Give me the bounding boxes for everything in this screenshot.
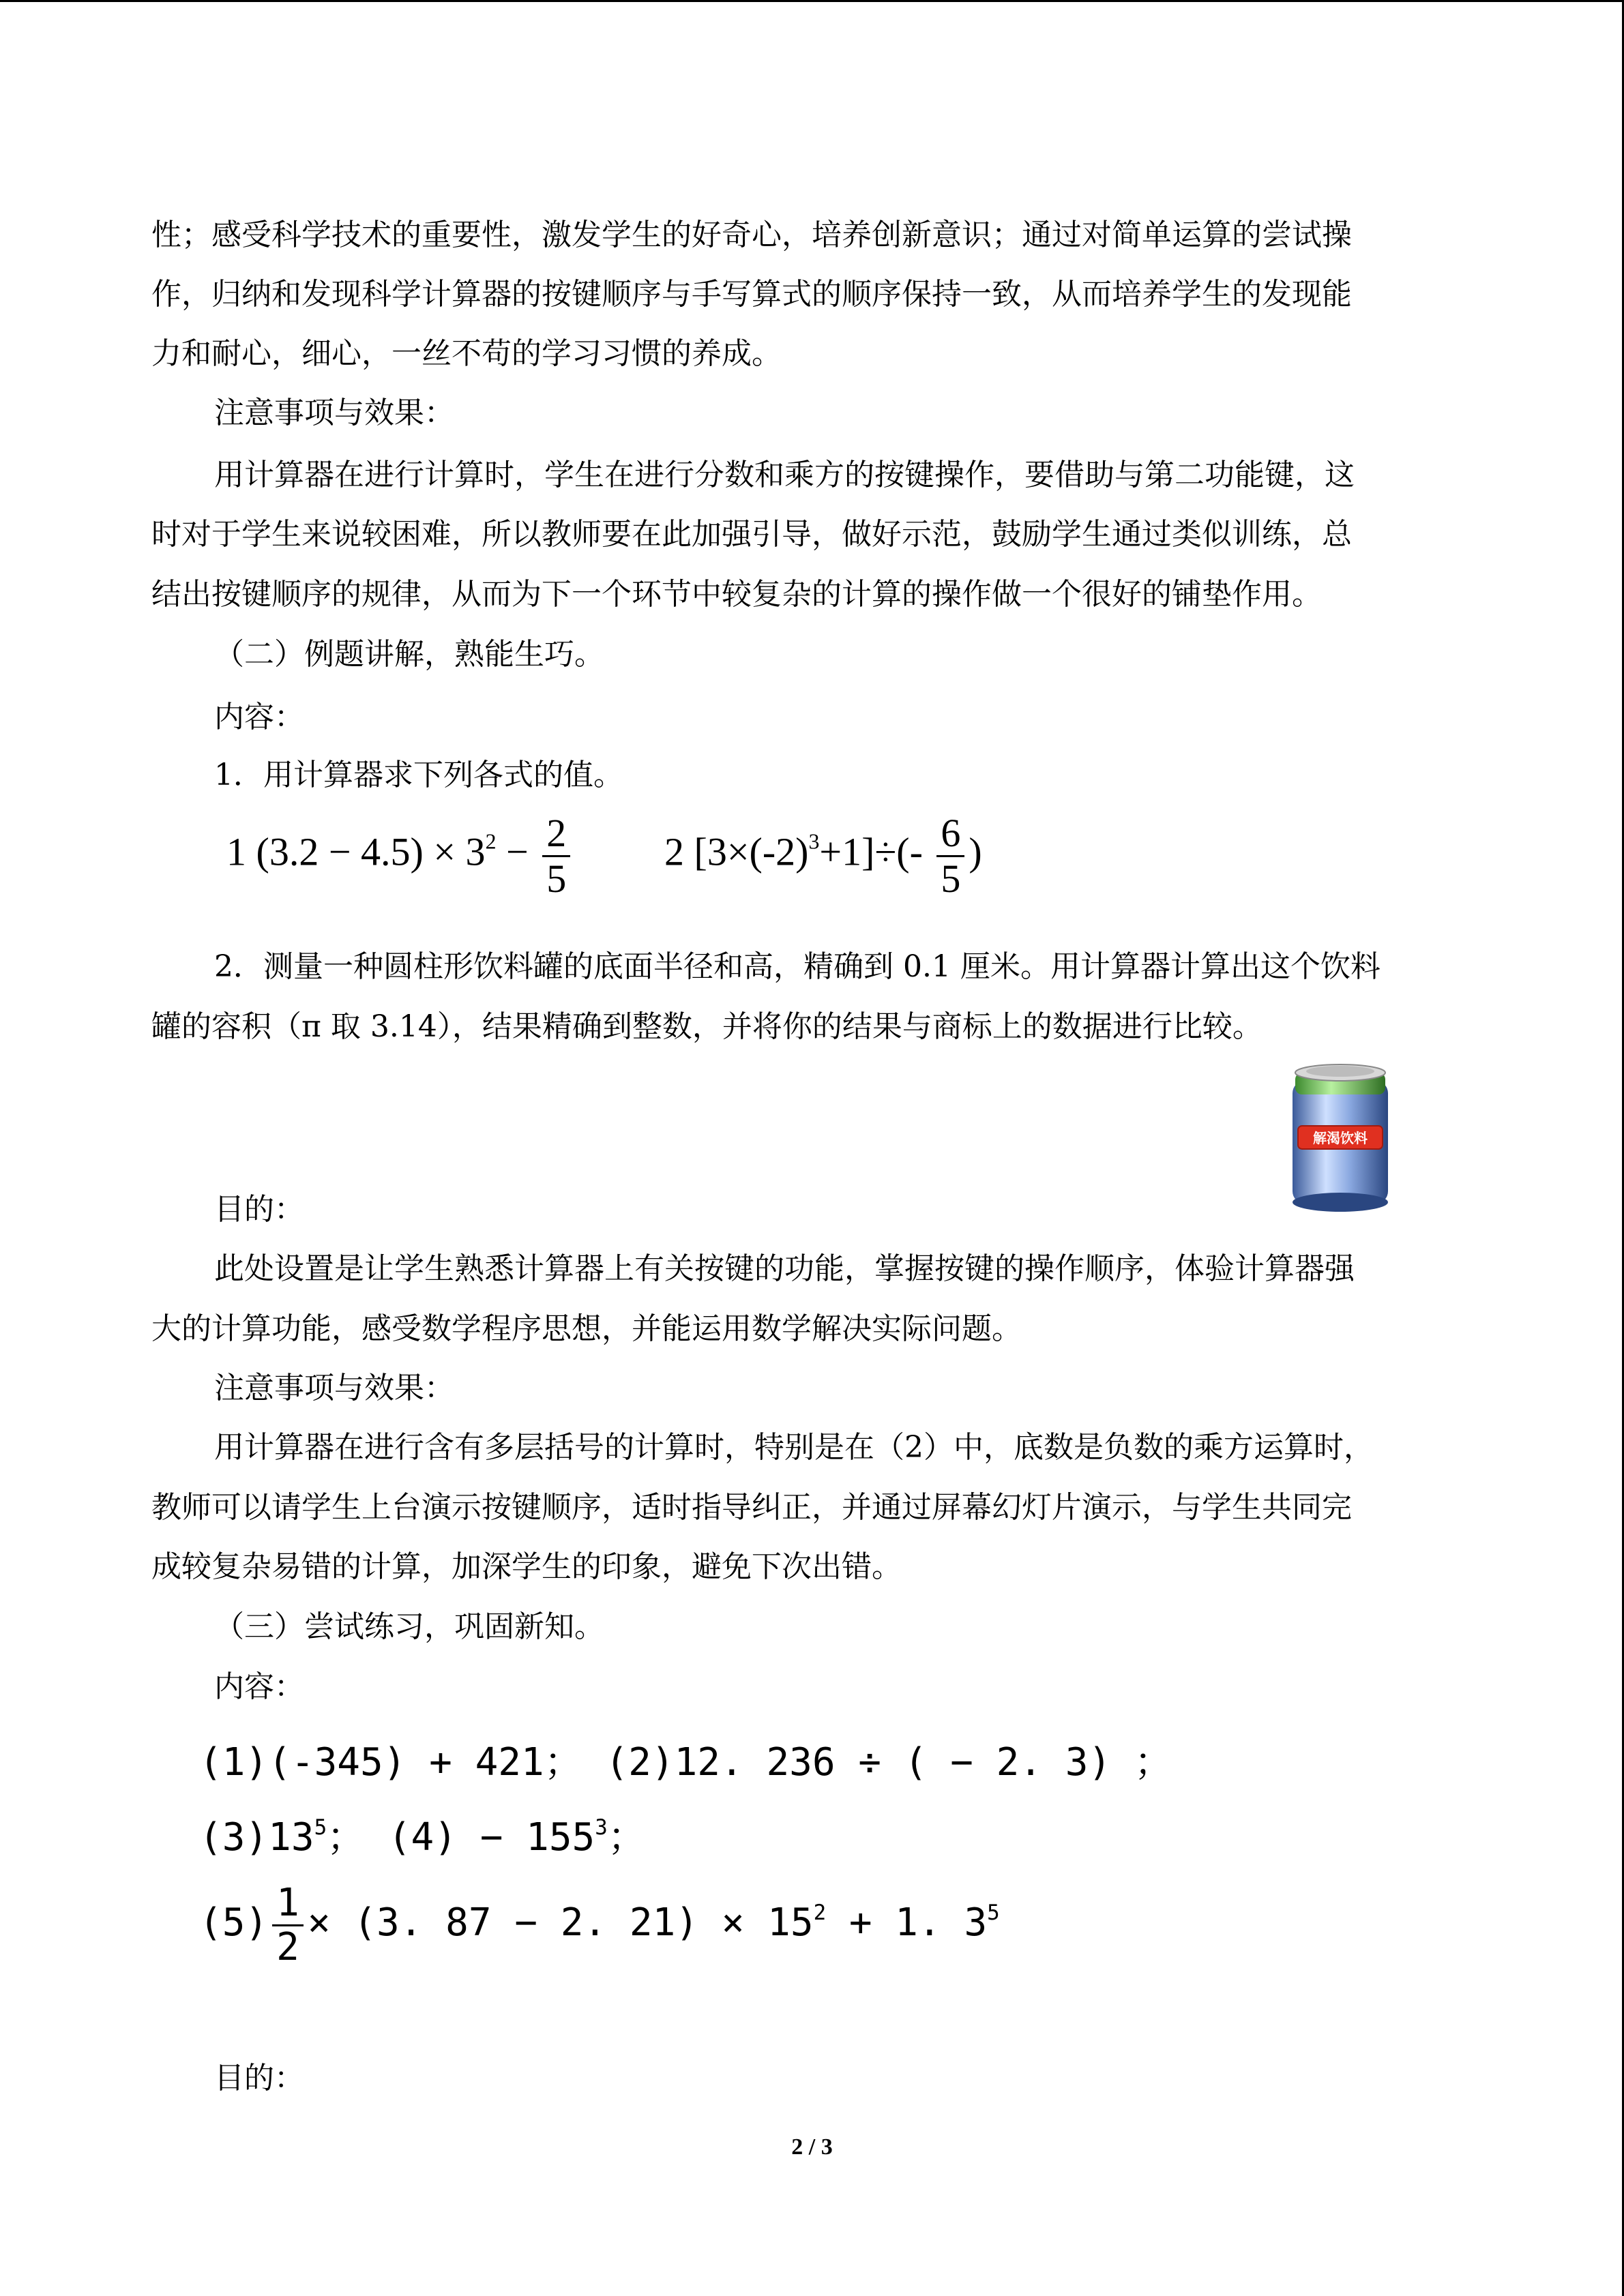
exercise-5-expression-b: + 1. 3 [826, 1900, 988, 1945]
question-2-line: 2．测量一种圆柱形饮料罐的底面半径和高，精确到 0.1 厘米。用计算器计算出这个饮料 [214, 949, 1381, 984]
formula-1 [226, 811, 574, 901]
paragraph-line: 教师可以请学生上台演示按键顺序，适时指导纠正，并通过屏幕幻灯片演示，与学生共同完 [151, 1490, 1352, 1525]
can-label: 解渴饮料 [1313, 1130, 1368, 1146]
section-heading: （二）例题讲解，熟能生巧。 [214, 637, 604, 672]
exercise-1-2: (1)(-345) + 421； (2)12. 236 ÷ ( − 2. 3) ； [199, 1740, 1172, 1785]
exercise-5 [199, 1882, 1000, 1968]
beverage-can-image [1286, 1060, 1395, 1217]
note-heading: 注意事项与效果： [214, 396, 454, 430]
formula-2-label: 2 [664, 829, 684, 874]
exercise-4-exponent: 3 [595, 1815, 608, 1840]
exercise-4-end: ； [607, 1815, 646, 1860]
paragraph-line: 此处设置是让学生熟悉计算器上有关按键的功能，掌握按键的操作顺序，体验计算器强 [214, 1251, 1355, 1286]
formula-2-fraction [936, 811, 964, 901]
fraction-denominator: 5 [546, 856, 567, 901]
exercise-5-label: (5) [199, 1900, 269, 1945]
content-heading: 内容： [214, 1669, 304, 1704]
exercise-5-expression: × (3. 87 − 2. 21) × 15 [307, 1900, 814, 1945]
paragraph-line: 成较复杂易错的计算，加深学生的印象，避免下次出错。 [151, 1549, 902, 1584]
formula-1-minus: − [506, 829, 529, 874]
fraction-numerator: 2 [542, 811, 570, 857]
exercise-5-fraction [272, 1882, 304, 1968]
exercise-4-base: ； (4) − 155 [327, 1815, 595, 1860]
purpose-heading: 目的： [214, 1192, 304, 1227]
page-top-border [0, 0, 1624, 2]
formula-2-exponent: 3 [808, 829, 820, 854]
exercise-5-exponent-2: 5 [987, 1900, 1000, 1926]
paragraph-line: 大的计算功能，感受数学程序思想，并能运用数学解决实际问题。 [151, 1311, 1022, 1346]
formula-2-close: ) [969, 829, 982, 874]
paragraph-line: 用计算器在进行计算时，学生在进行分数和乘方的按键操作，要借助与第二功能键，这 [214, 458, 1355, 492]
fraction-denominator: 5 [941, 856, 961, 901]
question-2-line: 罐的容积（π 取 3.14），结果精确到整数，并将你的结果与商标上的数据进行比较。 [151, 1009, 1263, 1044]
formula-1-fraction [542, 811, 570, 901]
formula-1-exponent: 2 [485, 829, 497, 854]
exercise-3-exponent: 5 [314, 1815, 327, 1840]
content-heading: 内容： [214, 700, 304, 734]
paragraph-line: 力和耐心，细心，一丝不苟的学习习惯的养成。 [151, 336, 782, 371]
formula-2 [664, 811, 982, 901]
paragraph-line: 性；感受科学技术的重要性，激发学生的好奇心，培养创新意识；通过对简单运算的尝试操 [151, 218, 1352, 252]
fraction-denominator: 2 [276, 1924, 299, 1969]
page-number: 2 / 3 [791, 2134, 833, 2160]
paragraph-line: 结出按键顺序的规律，从而为下一个环节中较复杂的计算的操作做一个很好的铺垫作用。 [151, 577, 1322, 612]
question-1: 1．用计算器求下列各式的值。 [214, 758, 623, 792]
paragraph-line: 作，归纳和发现科学计算器的按键顺序与手写算式的顺序保持一致，从而培养学生的发现能 [151, 277, 1352, 312]
formula-2-expression-b: +1]÷(- [819, 829, 923, 874]
exercise-5-exponent-1: 2 [813, 1900, 827, 1926]
exercise-3-4 [199, 1807, 646, 1862]
exercise-3-base: (3)13 [199, 1815, 314, 1860]
fraction-numerator: 1 [272, 1882, 304, 1926]
section-heading: （三）尝试练习，巩固新知。 [214, 1609, 604, 1644]
paragraph-line: 时对于学生来说较困难，所以教师要在此加强引导，做好示范，鼓励学生通过类似训练，总 [151, 517, 1352, 552]
fraction-numerator: 6 [936, 811, 964, 857]
paragraph-line: 用计算器在进行含有多层括号的计算时，特别是在（2）中，底数是负数的乘方运算时， [214, 1430, 1374, 1465]
formula-1-expression: (3.2 − 4.5) × 3 [256, 829, 486, 874]
note-heading: 注意事项与效果： [214, 1371, 454, 1405]
purpose-heading: 目的： [214, 2061, 304, 2096]
formula-1-label: 1 [226, 829, 246, 874]
formula-2-expression: [3×(-2) [694, 829, 809, 874]
